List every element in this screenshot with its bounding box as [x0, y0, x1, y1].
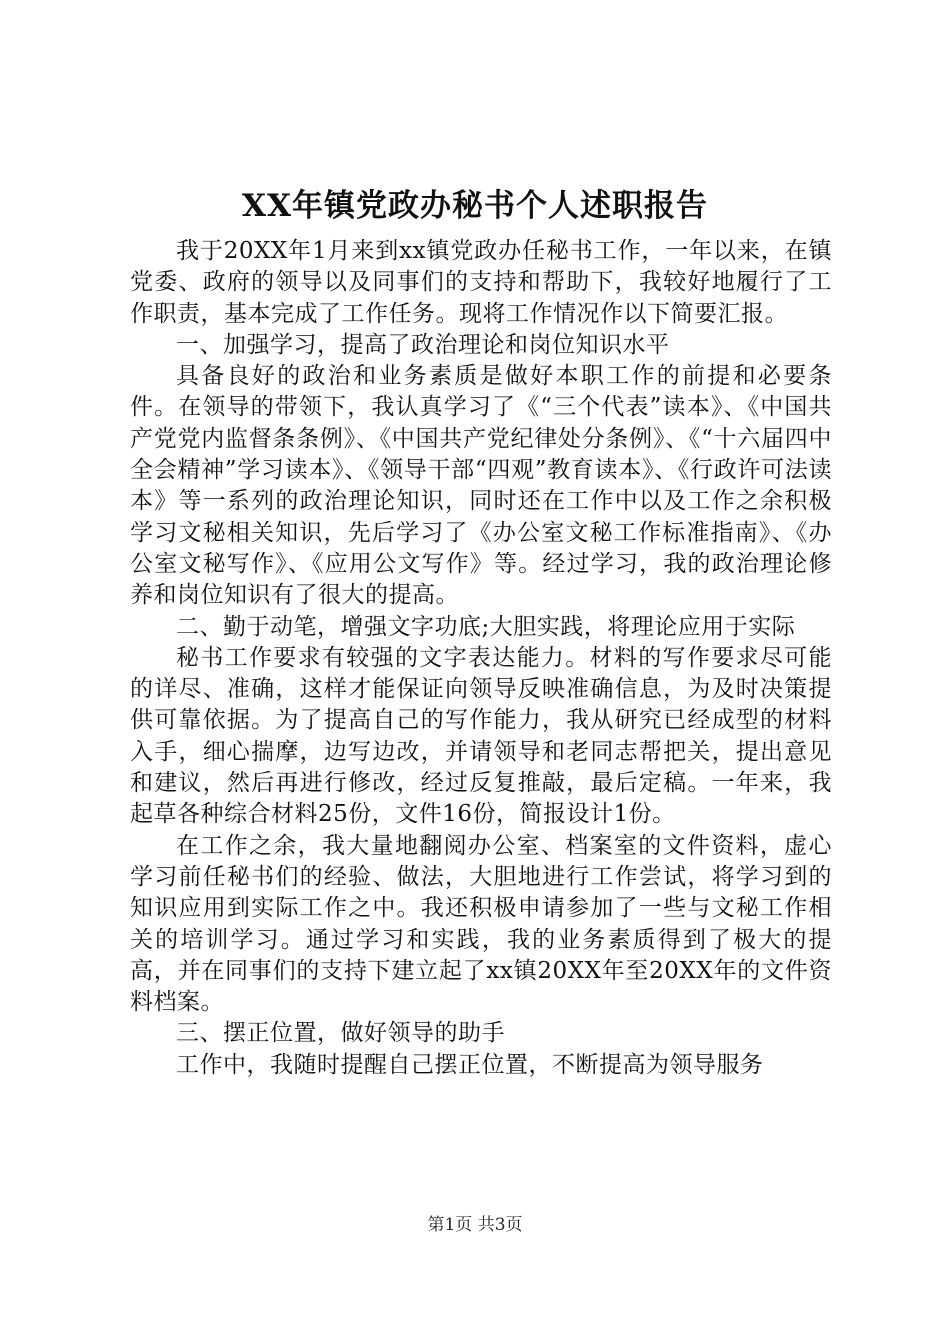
paragraph-study: 具备良好的政治和业务素质是做好本职工作的前提和必要条件。在领导的带领下，我认真学习了《“三个代表”读本》、《中国共产党党内监督条条例》、《中国共产党纪律处分条例》、《“十六届四中全会精神”学习读本》、《领导干部“四观”教育读本》、《行政许可法读本》等一系列的政治理论知识，同时还在工作中以及工作之余积极学习文秘相关知识，先后学习了《办公室文秘工作标准指南》、《办公室文秘写作》、《应用公文写作》等。经过学习，我的政治理论修养和岗位知识有了很大的提高。 — [130, 363, 832, 609]
paragraph-intro: 我于20XX年1月来到xx镇党政办任秘书工作，一年以来，在镇党委、政府的领导以及同事们的支持和帮助下，我较好地履行了工作职责，基本完成了工作任务。现将工作情况作以下简要汇报。 — [130, 238, 832, 327]
paragraph-writing: 秘书工作要求有较强的文字表达能力。材料的写作要求尽可能的详尽、准确，这样才能保证向领导反映准确信息，为及时决策提供可靠依据。为了提高自己的写作能力，我从研究已经成型的材料入手，细心揣摩，边写边改，并请领导和老同志帮把关，提出意见和建议，然后再进行修改，经过反复推敲，最后定稿。一年来，我起草各种综合材料25份，文件16份，简报设计1份。 — [130, 644, 832, 828]
section-heading-1: 一、加强学习，提高了政治理论和岗位知识水平 — [176, 331, 670, 358]
page-number-footer: 第1页 共3页 — [427, 1215, 523, 1235]
paragraph-assistant: 工作中，我随时提醒自己摆正位置，不断提高为领导服务 — [176, 1051, 764, 1078]
section-heading-3: 三、摆正位置，做好领导的助手 — [176, 1020, 505, 1047]
document-title: XX年镇党政办秘书个人述职报告 — [241, 188, 709, 224]
document-body — [130, 236, 832, 1081]
paragraph-practice: 在工作之余，我大量地翻阅办公室、档案室的文件资料，虚心学习前任秘书们的经验、做法，大胆地进行工作尝试，将学习到的知识应用到实际工作之中。我还积极申请参加了一些与文秘工作相关的培训学习。通过学习和实践，我的业务素质得到了极大的提高，并在同事们的支持下建立起了xx镇20XX年至20XX年的文件资料档案。 — [130, 832, 832, 1016]
section-heading-2: 二、勤于动笔，增强文字功底;大胆实践，将理论应用于实际 — [176, 613, 796, 640]
